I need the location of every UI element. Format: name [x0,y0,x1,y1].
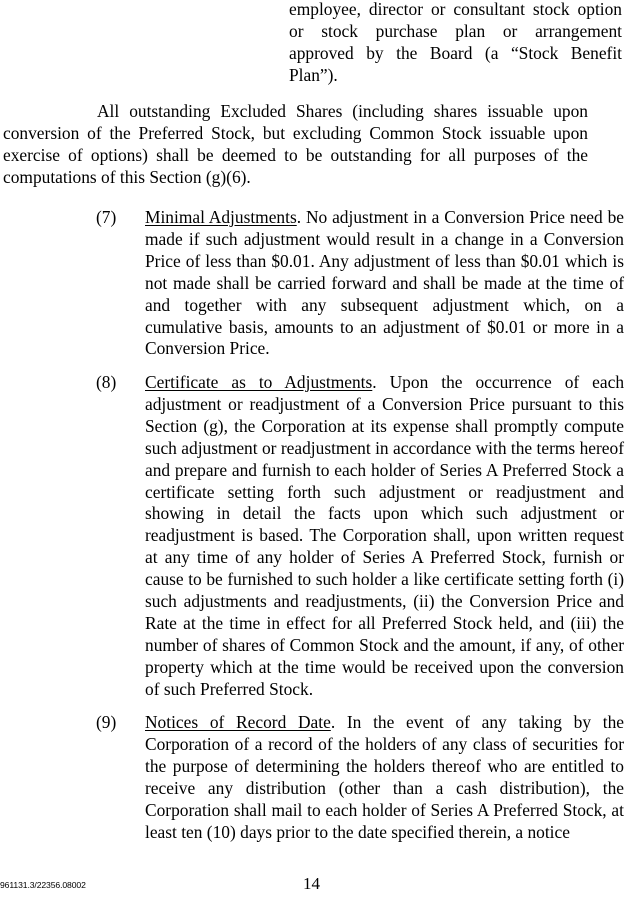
section-text: . Upon the occurrence of each adjustment or readjustment of a Conversion Price pursuant to this Section (g), the Corporation at its expense shall promptly compute such adjustment or readjustment in accordance with the terms hereof and prepare and furnish to each holder of Series A Preferred Stock a certificate setting forth such adjustment or readjustment and showing in detail the facts upon which such adjustment or readjustment is based. The Corporation shall, upon written request at any time of any holder of Series A Preferred Stock, furnish or cause to be furnished to such holder a like certificate setting forth (i) such adjustments and readjustments, (ii) the Conversion Price and Rate at the time in effect for all Preferred Stock held, and (iii) the number of shares of Common Stock and the amount, if any, of other property which at the time would be received upon the conversion of such Preferred Stock. [145,372,625,699]
footer-document-id: 961131.3/22356.08002 [0,880,86,890]
section-number: (8) [96,372,117,392]
section-text: . In the event of any taking by the Corporation of a record of the holders of any class of securities for the purpose of determining the holders thereof who are entitled to receive any distribution (other than a cash distribution), the Corporation shall mail to each holder of Series A Preferred Stock, at least ten (10) days prior to the date specified therein, a notice [145,712,624,842]
section-number: (9) [96,712,117,732]
section-body [145,207,624,360]
excluded-shares-paragraph: All outstanding Excluded Shares (including shares issuable upon conversion of the Preferred Stock, but excluding Common Stock issuable upon exercise of options) shall be deemed to be outstanding for all purposes of the computations of this Section (g)(6). [3,101,588,187]
section-text: . No adjustment in a Conversion Price need be made if such adjustment would result in a change in a Conversion Price of less than $0.01. Any adjustment of less than $0.01 which is not made shall be carried forward and shall be made at the time of and together with any subsequent adjustment which, on a cumulative basis, amounts to an adjustment of $0.01 or more in a Conversion Price. [145,207,624,359]
section-7 [96,207,624,360]
footer-page-number: 14 [303,874,320,893]
section-heading: Certificate as to Adjustments [145,372,373,392]
section-body [145,372,624,701]
section-heading: Minimal Adjustments [145,207,297,227]
section-8 [96,372,624,701]
section-9 [96,712,624,843]
continuation-paragraph: employee, director or consultant stock option or stock purchase plan or arrangement approved by the Board (a “Stock Benefit Plan”). [289,0,622,85]
section-number: (7) [96,207,117,227]
section-body [145,712,624,843]
section-heading: Notices of Record Date [145,712,331,732]
